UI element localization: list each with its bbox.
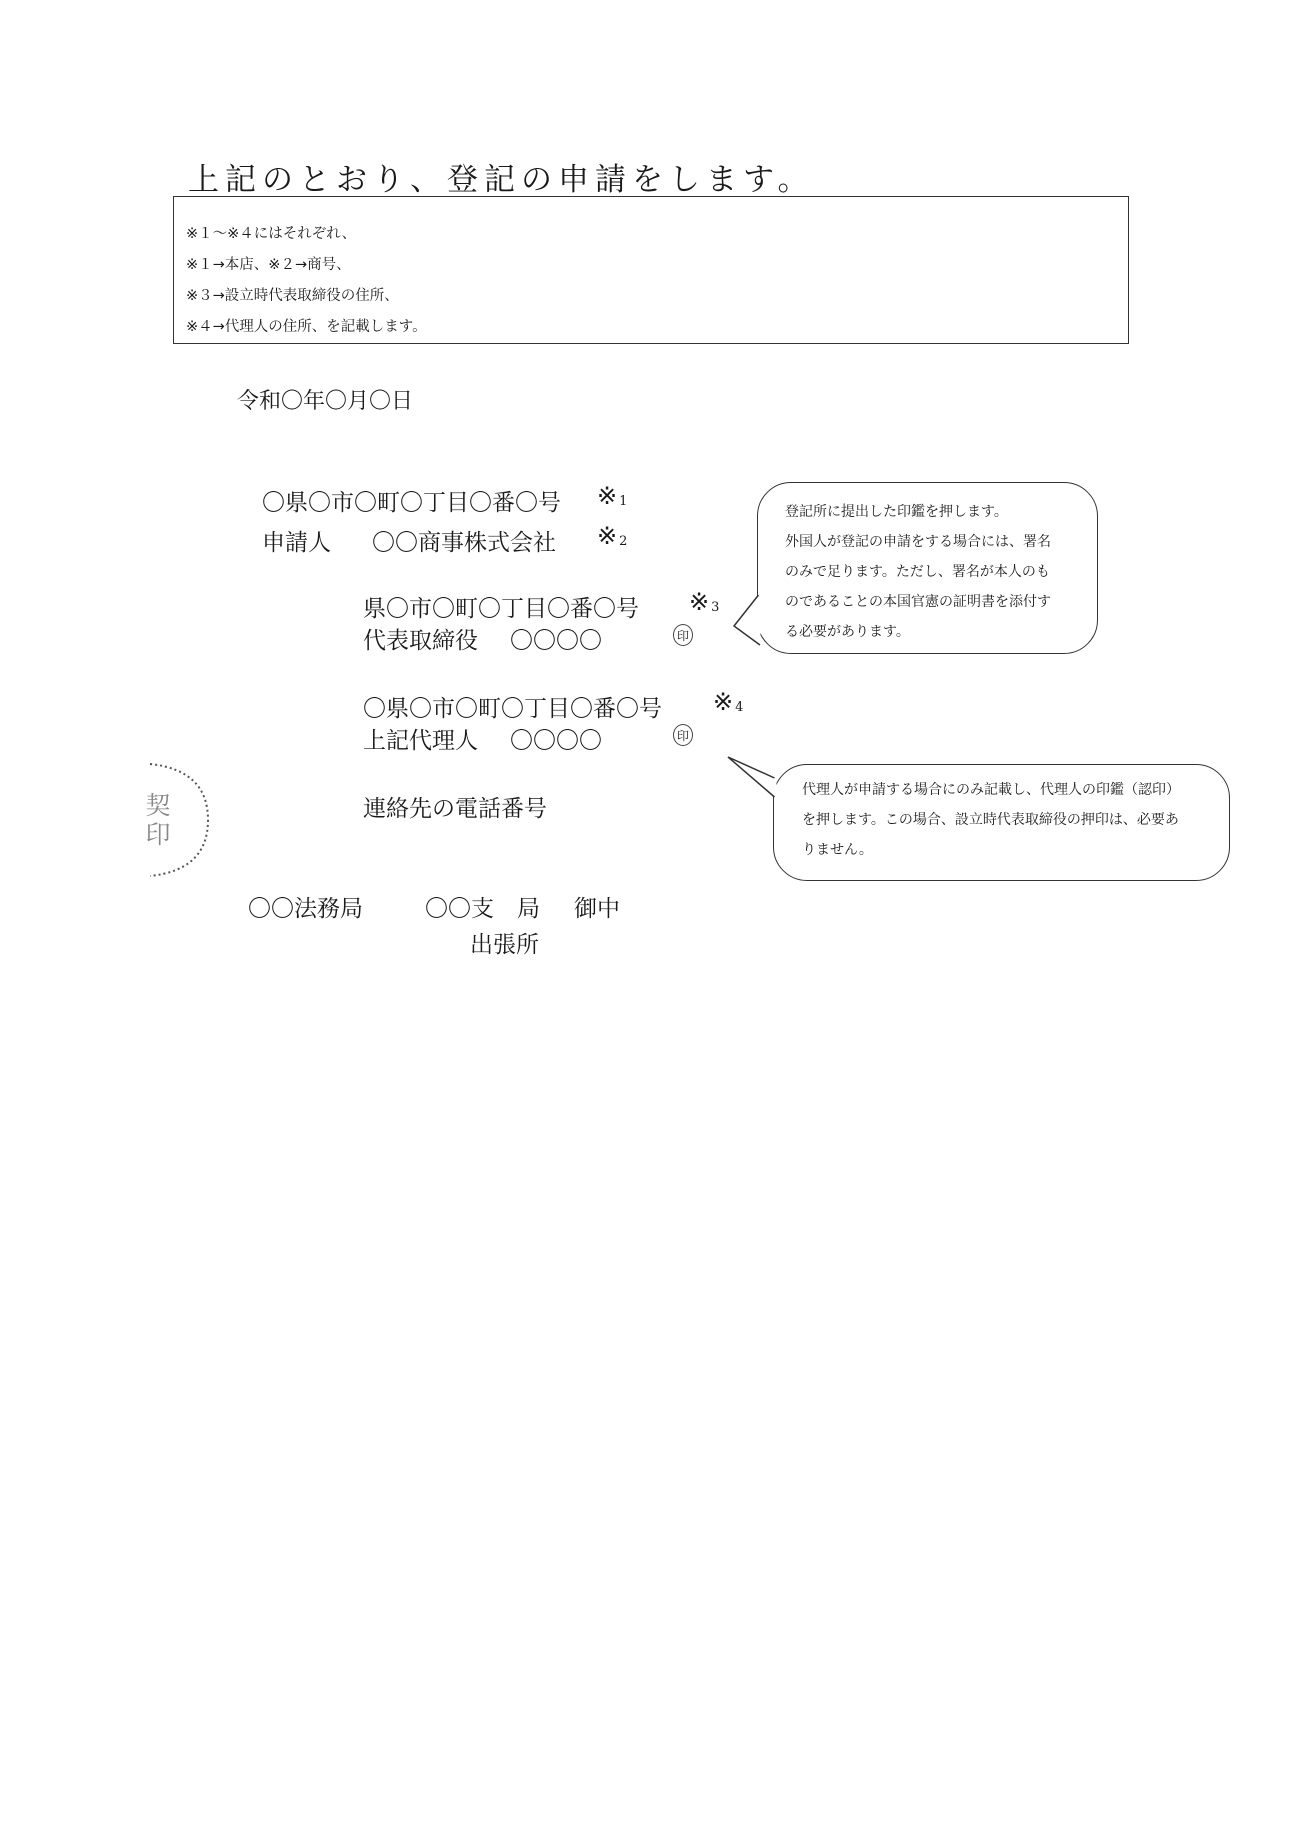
bubble-line: 外国人が登記の申請をする場合には、署名 <box>785 534 1051 550</box>
agent-explanation-bubble <box>773 764 1230 881</box>
page-heading: 上記のとおり、登記の申請をします。 <box>188 162 815 198</box>
note-line: ※１→本店、※２→商号、 <box>186 257 351 273</box>
ref-mark-3: ※ $_3$ <box>689 588 720 616</box>
sub-office: 出張所 <box>470 932 539 958</box>
branch-office: 〇〇支 局 <box>425 896 540 922</box>
representative-address: 県〇市〇町〇丁目〇番〇号 <box>363 596 639 622</box>
bubble-line: を押します。この場合、設立時代表取締役の押印は、必要あ <box>802 812 1179 828</box>
bubble-line: 登記所に提出した印鑑を押します。 <box>785 504 1008 520</box>
seal-explanation-bubble <box>757 482 1098 654</box>
filing-date: 令和〇年〇月〇日 <box>237 389 414 414</box>
legal-bureau: 〇〇法務局 <box>248 896 363 922</box>
ref-mark-1: ※ $_1$ <box>597 482 628 510</box>
ref-mark-4: ※ $_4$ <box>713 688 744 716</box>
bubble-line: る必要があります。 <box>785 624 910 640</box>
seal-icon: 印 <box>673 624 693 646</box>
ref-mark-2: ※ $_2$ <box>597 522 628 550</box>
agent-label: 上記代理人 <box>363 728 478 754</box>
agent-address: 〇県〇市〇町〇丁目〇番〇号 <box>363 696 662 722</box>
representative-name: 〇〇〇〇 <box>510 628 602 654</box>
bubble-tail <box>730 590 770 650</box>
applicant-address: 〇県〇市〇町〇丁目〇番〇号 <box>262 490 561 516</box>
instruction-note-box <box>173 196 1129 344</box>
applicant-company: 〇〇商事株式会社 <box>372 530 556 556</box>
note-line: ※１～※４にはそれぞれ、 <box>186 226 357 242</box>
agent-name: 〇〇〇〇 <box>510 728 602 754</box>
contact-phone-label: 連絡先の電話番号 <box>363 796 547 822</box>
applicant-label: 申請人 <box>262 530 331 556</box>
keiin-seal-label: 契印 <box>142 792 171 850</box>
bubble-tail <box>726 755 796 815</box>
bubble-line: 代理人が申請する場合にのみ記載し、代理人の印鑑（認印） <box>802 782 1180 798</box>
bubble-line: のであることの本国官憲の証明書を添付す <box>785 594 1051 610</box>
note-line: ※４→代理人の住所、を記載します。 <box>186 319 427 335</box>
note-line: ※３→設立時代表取締役の住所、 <box>186 288 399 304</box>
representative-label: 代表取締役 <box>363 628 478 654</box>
onchu: 御中 <box>574 896 620 922</box>
seal-icon: 印 <box>673 724 693 746</box>
bubble-line: のみで足ります。ただし、署名が本人のも <box>785 564 1050 580</box>
bubble-line: りません。 <box>802 842 873 858</box>
